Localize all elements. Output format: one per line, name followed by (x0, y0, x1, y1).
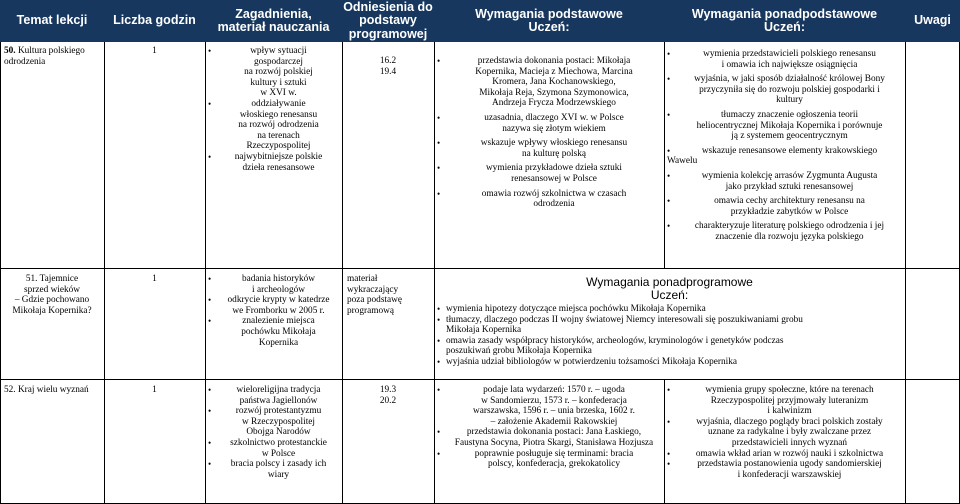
list-item: • odkrycie krypty w katedrze we Fromborku w 2005 r. (208, 295, 340, 316)
list-item: • wskazuje renesansowe elementy krakowskiego Wawelu (667, 146, 903, 167)
list-item: • znalezienie miejsca pochówku Mikołaja Kopernika (208, 316, 340, 348)
column-divider (0, 42, 1, 504)
list-item: • wpływ sytuacji gospodarczej na rozwój polskiej kultury i sztuki w XVI w. (208, 46, 340, 99)
column-divider (664, 42, 665, 268)
row51-curriculum-refs: materiał wykraczający poza podstawę programową (347, 274, 402, 316)
list-item: • wskazuje wpływy włoskiego renesansu na kulturę polską (437, 138, 662, 159)
row51-extended-requirements (437, 304, 903, 368)
list-item: • przedstawia dokonania postaci: Jana Łaskiego, Faustyna Socyna, Piotra Skargi, Stanisława Hozjusza (437, 427, 662, 448)
column-divider (664, 379, 665, 504)
list-item: • oddziaływanie włoskiego renesansu na rozwój odrodzenia na terenach Rzeczypospolitej (208, 99, 340, 152)
list-item: • poprawnie posługuje się terminami: bracia polscy, konfederacja, grekokatolicy (437, 449, 662, 470)
row50-extended-requirements (667, 49, 903, 243)
header-hours: Liczba godzin (104, 0, 205, 42)
column-divider (104, 42, 105, 504)
list-item: • najwybitniejsze polskie dzieła renesansowe (208, 152, 340, 173)
list-item: • rozwój protestantyzmu w Rzeczypospolitej Obojga Narodów (208, 406, 340, 438)
row52-curriculum-refs: 19.3 20.2 (379, 385, 397, 406)
header-basic-requirements: Wymagania podstawowe Uczeń: (434, 0, 664, 42)
list-item: • przedstawia dokonania postaci: Mikołaja Kopernika, Macieja z Miechowa, Marcina Kromera, Jana Kochanowskiego, Mikołaja Reja, Szymona Szymonowica, Andrzeja Frycza Modrzewskiego (437, 56, 662, 109)
header-notes: Uwagi (905, 0, 960, 42)
row52-issues (208, 385, 340, 480)
list-item: • szkolnictwo protestanckie w Polsce (208, 438, 340, 459)
row52-hours: 1 (152, 385, 157, 395)
list-item: • wyjaśnia, dlaczego poglądy braci polskich zostały uznane za radykalne i były zwalczane przez przedstawicieli innych wyznań (667, 417, 903, 449)
header-topic: Temat lekcji (0, 0, 104, 42)
row51-issues (208, 274, 340, 348)
list-item: • wymienia kolekcję arrasów Zygmunta Augusta jako przykład sztuki renesansowej (667, 171, 903, 192)
list-item: • omawia zasady współpracy historyków, archeologów, kryminologów i genetyków podczas poszukiwań grobu Mikołaja Kopernika (437, 336, 903, 357)
row52-basic-requirements (437, 385, 662, 470)
row-divider (0, 268, 960, 269)
list-item: • uzasadnia, dlaczego XVI w. w Polsce nazywa się złotym wiekiem (437, 113, 662, 134)
list-item: • podaje lata wydarzeń: 1570 r. – ugoda w Sandomierzu, 1573 r. – konfederacja warszawska, 1596 r. – unia brzeska, 1602 r. – założenie Akademii Rakowskiej (437, 385, 662, 427)
column-divider (342, 42, 343, 504)
header-extended-requirements: Wymagania ponadpodstawowe Uczeń: (664, 0, 905, 42)
list-item: • przedstawia postanowienia ugody sandomierskiej i konfederacji warszawskiej (667, 459, 903, 480)
row50-basic-requirements (437, 56, 662, 210)
row52-topic: 52. Kraj wielu wyznań (4, 385, 89, 395)
list-item: • wyjaśnia udział bibliologów w potwierdzeniu tożsamości Mikołaja Kopernika (437, 357, 903, 368)
row-divider (0, 379, 960, 380)
list-item: • wymienia przedstawicieli polskiego renesansu i omawia ich największe osiągnięcia (667, 49, 903, 70)
row51-topic: 51. Tajemnice sprzed wieków – Gdzie pochowano Mikołaja Kopernika? (12, 274, 92, 316)
list-item: • omawia cechy architektury renesansu na przykładzie zabytków w Polsce (667, 196, 903, 217)
row50-topic: 50. Kultura polskiego odrodzenia (4, 46, 85, 67)
list-item: • tłumaczy znaczenie ogłoszenia teorii heliocentrycznej Mikołaja Kopernika i porównuje ją z systemem geocentrycznym (667, 110, 903, 142)
list-item: • wymienia grupy społeczne, które na terenach Rzeczypospolitej przyjmowały luteranizm i kalwinizm (667, 385, 903, 417)
list-item: • tłumaczy, dlaczego podczas II wojny światowej Niemcy interesowali się poszukiwaniami grobu Mikołaja Kopernika (437, 315, 903, 336)
list-item: • wymienia przykładowe dzieła sztuki renesansowej w Polsce (437, 163, 662, 184)
header-curriculum-refs: Odniesienia do podstawy programowej (343, 0, 433, 41)
list-item: • wymienia hipotezy dotyczące miejsca pochówku Mikołaja Kopernika (437, 304, 903, 315)
row50-issues (208, 46, 340, 173)
header-issues: Zagadnienia, materiał nauczania (205, 0, 342, 42)
row50-hours: 1 (152, 46, 157, 56)
row50-curriculum-refs: 16.2 19.4 (379, 56, 397, 77)
column-divider (905, 42, 906, 504)
list-item: • omawia wkład arian w rozwój nauki i szkolnictwa (667, 449, 903, 460)
list-item: • charakteryzuje literaturę polskiego odrodzenia i jej znaczenie dla rozwoju języka polskiego (667, 221, 903, 242)
list-item: • wieloreligijna tradycja państwa Jagiellonów (208, 385, 340, 406)
list-item: • badania historyków i archeologów (208, 274, 340, 295)
column-divider (434, 42, 435, 504)
row52-extended-requirements (667, 385, 903, 480)
list-item: • omawia rozwój szkolnictwa w czasach odrodzenia (437, 189, 662, 210)
row51-hours: 1 (152, 274, 157, 284)
list-item: • wyjaśnia, w jaki sposób działalność królowej Bony przyczyniła się do rozwoju polskiej gospodarki i kultury (667, 74, 903, 106)
list-item: • bracia polscy i zasady ich wiary (208, 459, 340, 480)
column-divider (205, 42, 206, 504)
row51-requirements-heading: Wymagania ponadprogramowe Uczeń: (586, 275, 753, 302)
